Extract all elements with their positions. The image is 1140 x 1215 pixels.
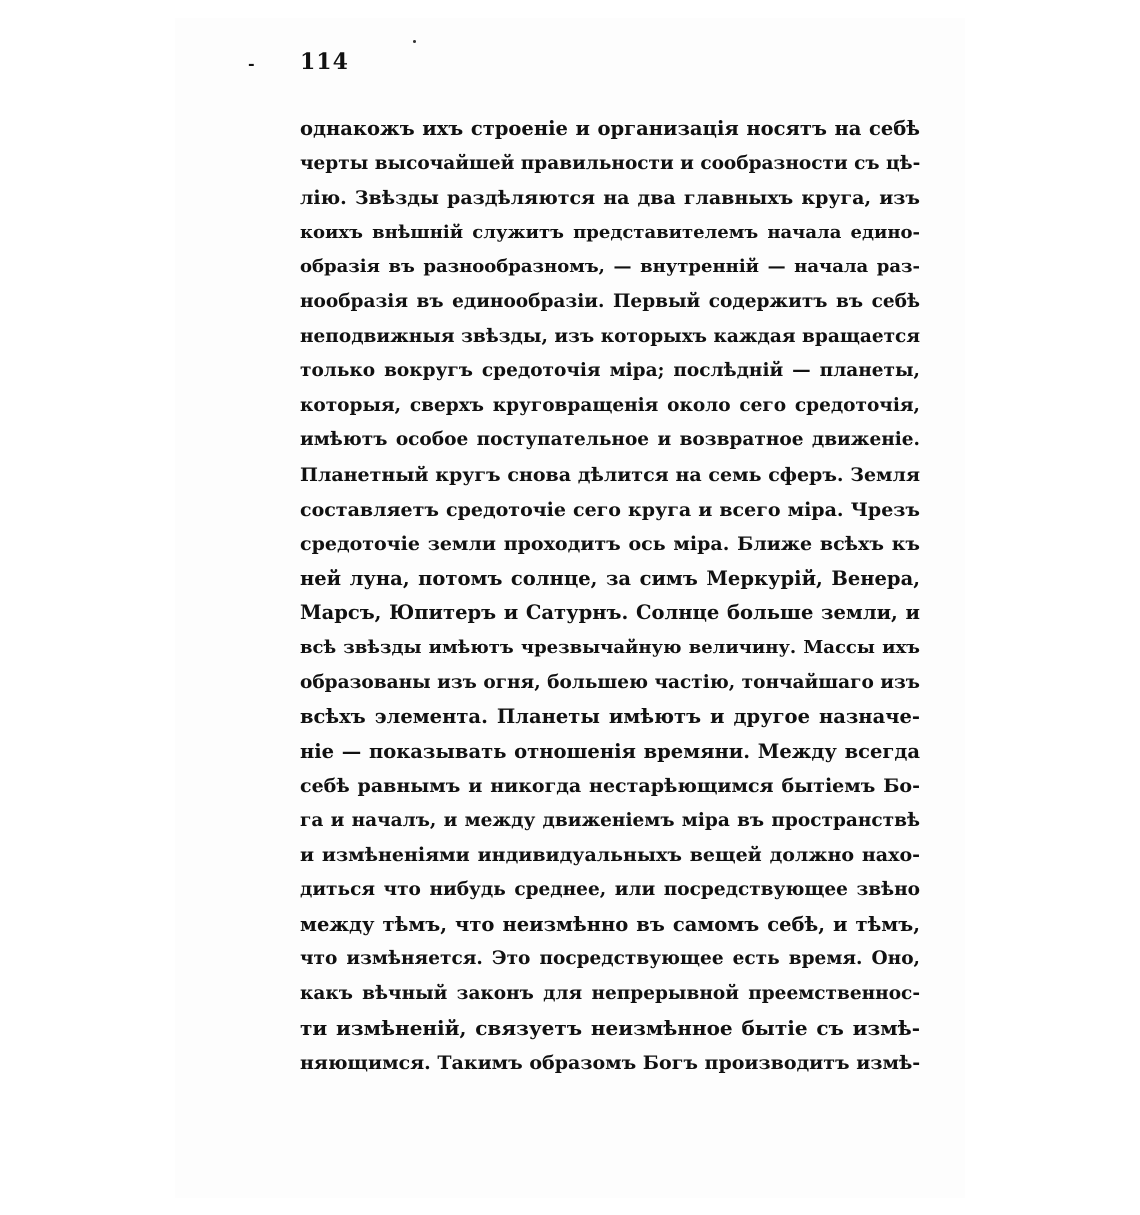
- text-line: всѣхъ элемента. Планеты имѣютъ и другое назначе-: [300, 705, 920, 729]
- text-line: между тѣмъ, что неизмѣнно въ самомъ себѣ, и тѣмъ,: [300, 912, 920, 936]
- text-line: однакожъ ихъ строеніе и организація носятъ на себѣ: [300, 117, 920, 140]
- text-line: и измѣненіями индивидуальныхъ вещей должно нахо-: [300, 844, 920, 867]
- text-line: образія въ разнообразномъ, — внутренній — начала раз-: [300, 256, 920, 278]
- text-line: которыя, сверхъ круговращенія около сего средоточія,: [300, 394, 920, 416]
- text-line: ніе — показывать отношенія времяни. Между всегда: [300, 739, 920, 763]
- text-line: всѣ звѣзды имѣютъ чрезвычайную величину. Массы ихъ: [300, 636, 920, 658]
- text-line: Планетный кругъ снова дѣлится на семь сферъ. Земля: [300, 463, 920, 486]
- text-line: составляетъ средоточіе сего круга и всего міра. Чрезъ: [300, 498, 920, 521]
- text-line: черты высочайшей правильности и сообразности съ цѣ-: [300, 152, 921, 174]
- text-line: коихъ внѣшній служитъ представителемъ начала едино-: [300, 221, 920, 243]
- margin-mark: -: [248, 54, 255, 73]
- ink-speck: [413, 40, 416, 43]
- text-line: только вокругъ средоточія міра; послѣдній — планеты,: [300, 360, 920, 382]
- text-line: неподвижныя звѣзды, изъ которыхъ каждая вращается: [300, 325, 920, 347]
- text-line: какъ вѣчный законъ для непрерывной преемственнос-: [300, 982, 920, 1004]
- text-line: диться что нибудь среднее, или посредствующее звѣно: [300, 879, 920, 901]
- text-line: нообразія въ единообразіи. Первый содержитъ въ себѣ: [300, 290, 920, 312]
- text-line: что измѣняется. Это посредствующее есть время. Оно,: [300, 948, 920, 970]
- page-number: 114: [300, 49, 349, 75]
- text-line: Марсъ, Юпитеръ и Сатурнъ. Солнце больше земли, и: [300, 601, 920, 625]
- text-line: себѣ равнымъ и никогда нестарѣющимся бытіемъ Бо-: [300, 775, 920, 798]
- text-line: ней луна, потомъ солнце, за симъ Меркурій, Венера,: [300, 566, 920, 590]
- text-line: га и началъ, и между движеніемъ міра въ пространствѣ: [300, 809, 920, 831]
- text-line: образованы изъ огня, большею частію, тончайшаго изъ: [300, 671, 920, 693]
- text-line: средоточіе земли проходитъ ось міра. Ближе всѣхъ къ: [300, 533, 920, 556]
- text-line: няющимся. Такимъ образомъ Богъ производитъ измѣ-: [300, 1052, 921, 1075]
- body-text: [300, 112, 920, 1081]
- text-line: лію. Звѣзды раздѣляются на два главныхъ круга, изъ: [300, 187, 920, 210]
- text-line: ти измѣненій, связуетъ неизмѣнное бытіе съ измѣ-: [300, 1016, 920, 1041]
- text-line: имѣютъ особое поступательное и возвратное движеніе.: [300, 429, 920, 451]
